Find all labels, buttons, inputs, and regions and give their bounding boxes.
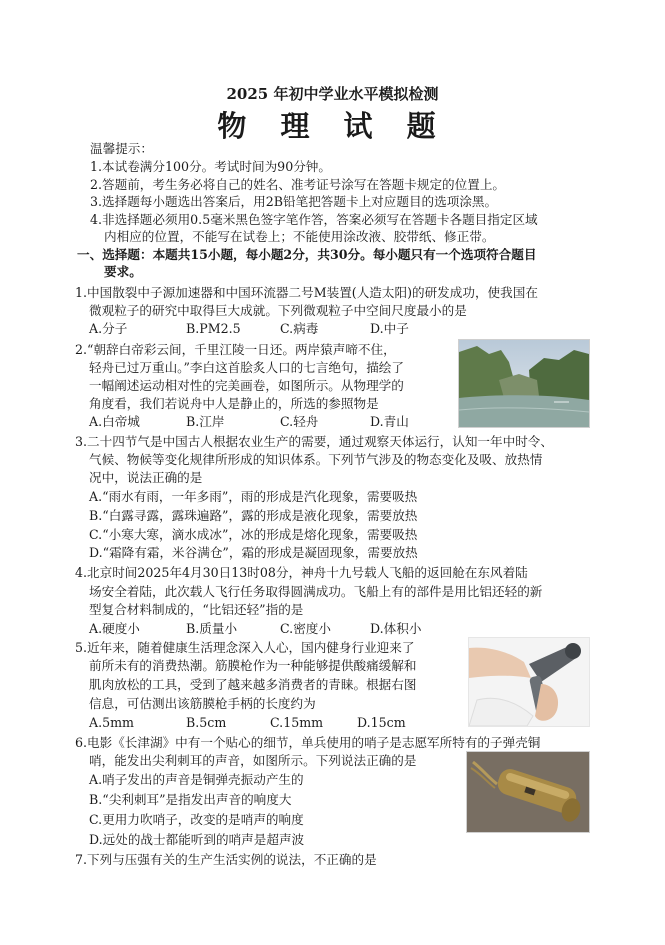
question-6-text: 哨，能发出尖利刺耳的声音，如图所示。下列说法正确的是 [89,753,417,768]
question-2-text: 一幅阐述运动相对性的完美画卷，如图所示。从物理学的 [89,378,404,393]
tip-item: 1.本试卷满分100分。考试时间为90分钟。 [90,159,331,174]
q1-option-d: D.中子 [370,321,409,336]
question-4-text: 场安全着陆，此次载人飞行任务取得圆满成功。飞船上有的部件是用比铝还轻的新 [89,584,543,599]
exam-subtitle: 2025 年初中学业水平模拟检测 [226,85,439,103]
q5-option-c: C.15mm [270,715,324,730]
q4-option-b: B.质量小 [186,621,238,636]
q3-option-a: A.“雨水有雨，一年多雨”，雨的形成是汽化现象，需要吸热 [89,489,418,504]
q6-option-a: A.哨子发出的声音是铜弹壳振动产生的 [89,772,304,787]
section-heading-cont: 要求。 [104,264,142,279]
q5-option-d: D.15cm [357,715,406,730]
q3-option-d: D.“霜降有霜，米谷满仓”，霜的形成是凝固现象，需要放热 [89,545,418,560]
q3-option-b: B.“白露寻露，露珠遍路”，露的形成是液化现象，需要放热 [89,508,418,523]
question-6-text: 6.电影《长津湖》中有一个贴心的细节，单兵使用的哨子是志愿军所特有的子弹壳铜 [75,735,541,750]
question-5-text: 肌肉放松的工具，受到了越来越多消费者的青睐。根据右图 [89,677,417,692]
q5-option-b: B.5cm [186,715,227,730]
tip-item: 2.答题前，考生务必将自己的姓名、准考证号涂写在答题卡规定的位置上。 [90,177,506,192]
q2-option-d: D.青山 [370,414,409,429]
q1-option-c: C.病毒 [280,321,319,336]
tip-item: 内相应的位置，不能写在试卷上；不能使用涂改液、胶带纸、修正带。 [104,229,495,244]
tips-heading: 温馨提示： [90,141,153,156]
question-5-text: 前所未有的消费热潮。筋膜枪作为一种能够提供酸痛缓解和 [89,658,417,673]
q4-option-c: C.密度小 [280,621,331,636]
q2-option-a: A.白帝城 [89,414,140,429]
question-1-text: 微观粒子的研究中取得巨大成就。下列微观粒子中空间尺度最小的是 [89,303,467,318]
question-5-text: 5.近年来，随着健康生活理念深入人心，国内健身行业迎来了 [75,640,415,655]
section-heading: 一、选择题：本题共15小题，每小题2分，共30分。每小题只有一个选项符合题目 [77,247,537,262]
question-2-text: 轻舟已过万重山。”李白这首脍炙人口的七言绝句，描绘了 [89,360,404,375]
bullet-whistle-photo [466,751,590,833]
river-gorge-photo [458,339,590,428]
tip-item: 4.非选择题必须用0.5毫米黑色签字笔作答，答案必须写在答题卡各题目指定区域 [90,212,538,227]
q2-option-b: B.江岸 [186,414,225,429]
q2-option-c: C.轻舟 [280,414,319,429]
question-2-text: 角度看，我们若说舟中人是静止的，所选的参照物是 [89,396,379,411]
question-3-text: 3.二十四节气是中国古人根据农业生产的需要，通过观察天体运行，认知一年中时令、 [75,434,553,449]
q5-option-a: A.5mm [89,715,134,730]
q4-option-a: A.硬度小 [89,621,140,636]
question-4-text: 4.北京时间2025年4月30日13时08分，神舟十九号载人飞船的返回舱在东风着陆 [75,565,528,580]
q1-option-b: B.PM2.5 [186,321,241,336]
question-1-text: 1.中国散裂中子源加速器和中国环流器二号M装置(人造太阳)的研发成功，使我国在 [75,285,538,300]
question-5-text: 信息，可估测出该筋膜枪手柄的长度约为 [89,696,316,711]
question-3-text: 况中，说法正确的是 [89,470,203,485]
q6-option-c: C.更用力吹哨子，改变的是哨声的响度 [89,812,304,827]
question-4-text: 型复合材料制成的，“比铝还轻”指的是 [89,602,304,617]
question-2-text: 2.“朝辞白帝彩云间，千里江陵一日还。两岸猿声啼不住， [75,342,396,357]
q6-option-b: B.“尖利刺耳”是指发出声音的响度大 [89,792,292,807]
q6-option-d: D.远处的战士都能听到的哨声是超声波 [89,832,305,847]
q3-option-c: C.“小寒大寒，滴水成冰”，冰的形成是熔化现象，需要吸热 [89,527,418,542]
q4-option-d: D.体积小 [370,621,422,636]
tip-item: 3.选择题每小题选出答案后，用2B铅笔把答题卡上对应题目的选项涂黑。 [90,194,498,209]
question-3-text: 气候、物候等变化规律所形成的知识体系。下列节气涉及的物态变化及吸、放热情 [89,452,543,467]
massage-gun-photo [468,637,590,727]
exam-title: 物 理 试 题 [217,109,448,143]
q1-option-a: A.分子 [89,321,128,336]
question-7-text: 7.下列与压强有关的生产生活实例的说法，不正确的是 [75,852,377,867]
